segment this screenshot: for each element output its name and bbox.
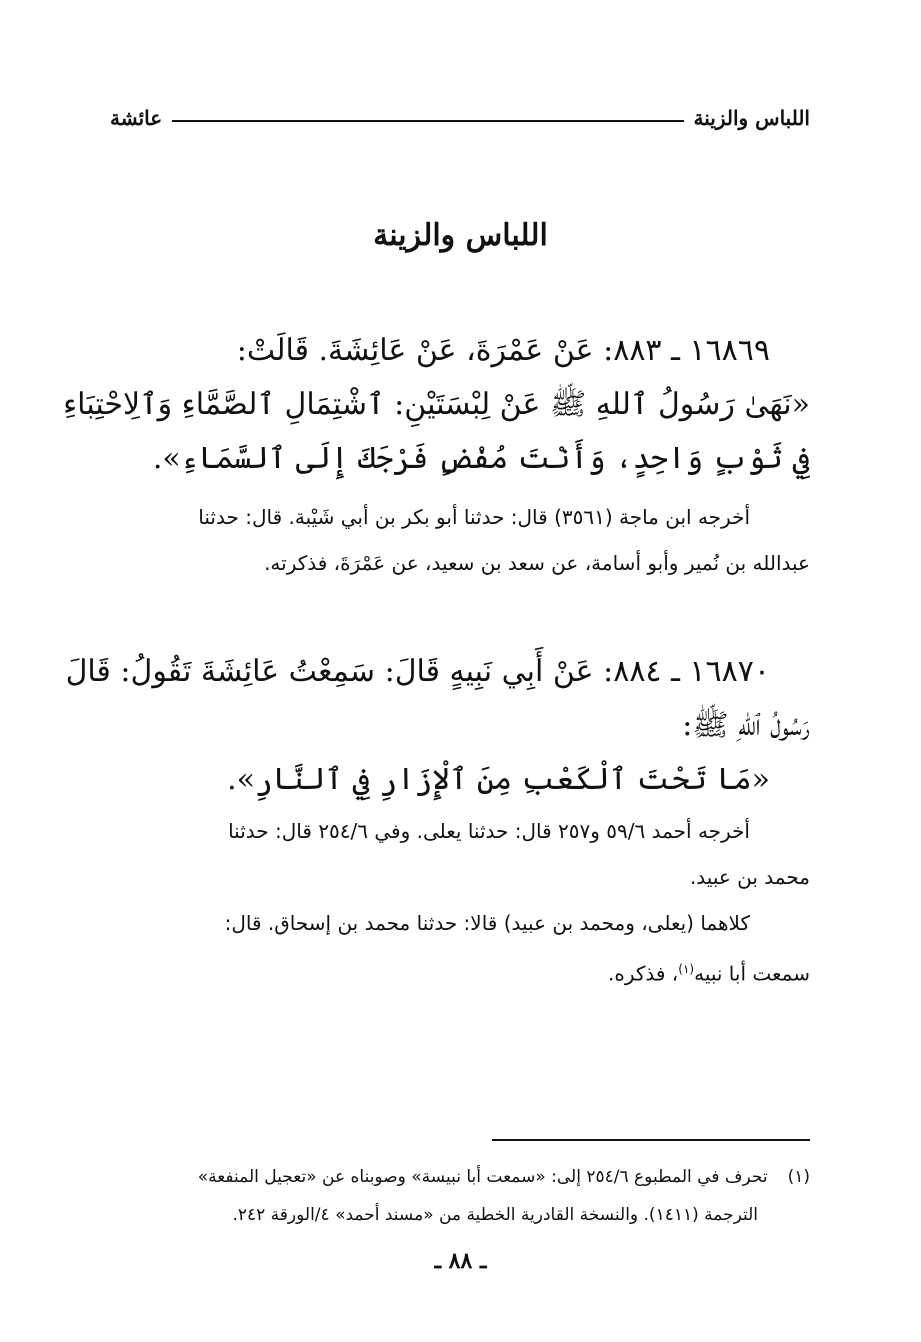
note-line: محمد بن عبيد.	[689, 865, 810, 889]
hadith-line: «نَهَىٰ رَسُولُ ٱللهِ ﷺ عَنْ لِبْسَتَيْنِ: ٱشْتِمَالِ ٱلصَّمَّاءِ وَٱلِاحْتِبَاءِ	[63, 387, 810, 422]
page-number: ـ ٨٨ ـ	[434, 1248, 487, 1274]
note-line: أخرجه ابن ماجة (٣٥٦١) قال: حدثنا أبو بكر بن أبي شَيْبة. قال: حدثنا	[198, 505, 750, 529]
takhrij-note	[110, 494, 810, 586]
footnote-number: (١)	[787, 1167, 810, 1187]
header-chapter-title: اللباس والزينة	[693, 106, 810, 130]
note-text: سمعت أبا نبيه	[694, 961, 810, 986]
running-header	[110, 100, 810, 136]
note-line: أخرجه أحمد ٥٩/٦ و٢٥٧ قال: حدثنا يعلى. وفي ٢٥٤/٦ قال: حدثنا	[228, 819, 750, 843]
hadith-line: «مَا تَحْتَ ٱلْكَعْبِ مِنَ ٱلْإِزَارِ فِي ٱلنَّارِ».	[227, 762, 770, 797]
note-line: كلاهما (يعلى، ومحمد بن عبيد) قالا: حدثنا محمد بن إسحاق. قال:	[224, 911, 750, 935]
footnote-separator	[492, 1139, 810, 1141]
hadith-line: ١٦٨٦٩ ـ ٨٨٣: عَنْ عَمْرَةَ، عَنْ عَائِشَةَ. قَالَتْ:	[236, 333, 770, 368]
footnote-reference[interactable]: (١)	[678, 962, 695, 976]
note-text: ، فذكره.	[608, 961, 679, 986]
note-line	[110, 946, 810, 997]
hadith-text	[65, 645, 810, 807]
hadith-line: رَسُولُ ٱللهِ ﷺ:	[682, 708, 810, 743]
header-section-name: عائشة	[110, 106, 163, 130]
chapter-title: اللباس والزينة	[373, 218, 548, 253]
hadith-text	[63, 324, 810, 486]
header-rule	[172, 120, 683, 122]
note-line: عبدالله بن نُمير وأبو أسامة، عن سعد بن سعيد، عن عَمْرَةَ، فذكرته.	[264, 551, 810, 575]
footnote-line: الترجمة (١٤١١). والنسخة القادرية الخطية من «مسند أحمد» ٤/الورقة ٢٤٢.	[232, 1205, 758, 1225]
hadith-line: ١٦٨٧٠ ـ ٨٨٤: عَنْ أَبِي نَبِيهٍ قَالَ: سَمِعْتُ عَائِشَةَ تَقُولُ: قَالَ	[65, 654, 770, 689]
footnote	[110, 1158, 810, 1234]
footnote-line: تحرف في المطبوع ٢٥٤/٦ إلى: «سمعت أبا نبيسة» وصوبناه عن «تعجيل المنفعة»	[197, 1167, 768, 1187]
takhrij-note	[110, 808, 810, 997]
hadith-line: فِي ثَوْبٍ وَاحِدٍ، وَأَنْتَ مُفْضٍ فَرْجَكَ إِلَى ٱلسَّمَاءِ».	[152, 441, 810, 476]
